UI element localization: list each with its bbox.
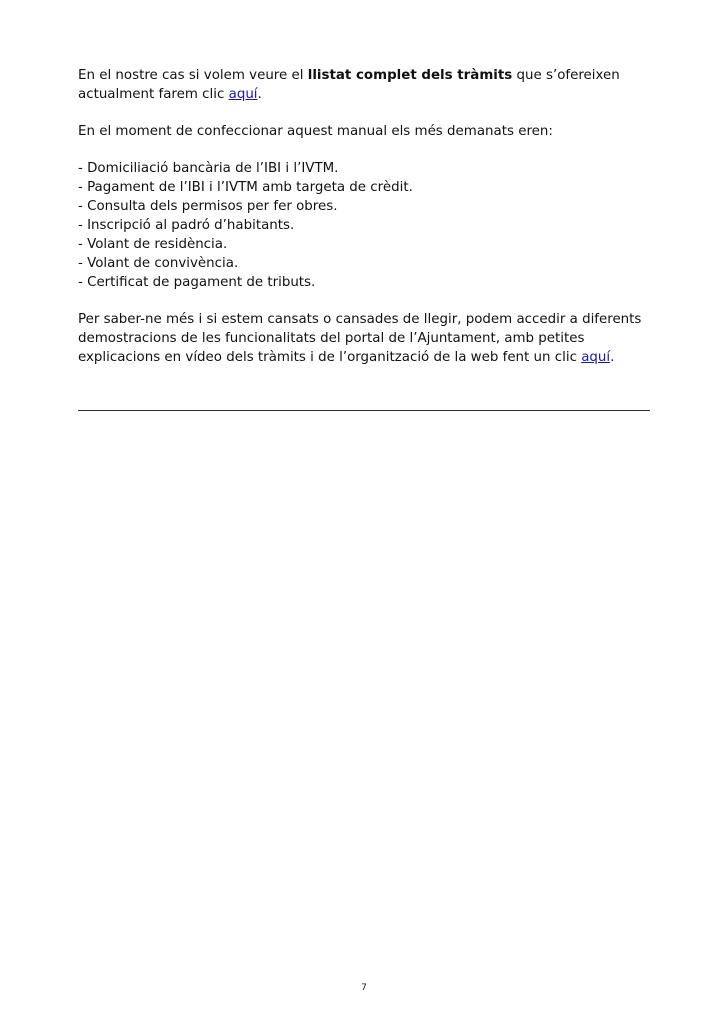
- paragraph1-text-middle: que s’ofereixen actualment farem clic: [78, 68, 620, 102]
- paragraph-procedures-list: [78, 66, 650, 104]
- paragraph3-text: Per saber-ne més i si estem cansats o cansades de llegir, podem accedir a diferents demostracions de les funcionalitats del portal de l’Ajuntament, amb petites explicacions en vídeo dels tràmits i de l’organització de la web fent un clic: [78, 312, 642, 365]
- paragraph3-text-end: .: [610, 350, 615, 365]
- list-item: - Consulta dels permisos per fer obres.: [78, 199, 338, 214]
- paragraph1-text-start: En el nostre cas si volem veure el: [78, 68, 308, 83]
- horizontal-divider: [78, 410, 650, 411]
- list-item: - Volant de residència.: [78, 237, 228, 252]
- list-item: - Pagament de l’IBI i l’IVTM amb targeta de crèdit.: [78, 180, 413, 195]
- page-number: 7: [361, 983, 367, 993]
- paragraph1-bold-text: llistat complet dels tràmits: [307, 68, 513, 83]
- page-content: [78, 66, 650, 367]
- list-item: - Domiciliació bancària de l’IBI i l’IVTM.: [78, 161, 339, 176]
- list-item: - Volant de convivència.: [78, 256, 239, 271]
- paragraph-most-requested: En el moment de confeccionar aquest manual els més demanats eren:: [78, 124, 553, 139]
- requested-procedures-list: [78, 159, 650, 292]
- list-item: - Inscripció al padró d’habitants.: [78, 218, 295, 233]
- procedures-link[interactable]: aquí: [228, 87, 258, 102]
- paragraph1-text-end: .: [257, 87, 262, 102]
- list-item: - Certificat de pagament de tributs.: [78, 275, 316, 290]
- demonstrations-link[interactable]: aquí: [581, 350, 611, 365]
- paragraph-demonstrations: [78, 310, 650, 367]
